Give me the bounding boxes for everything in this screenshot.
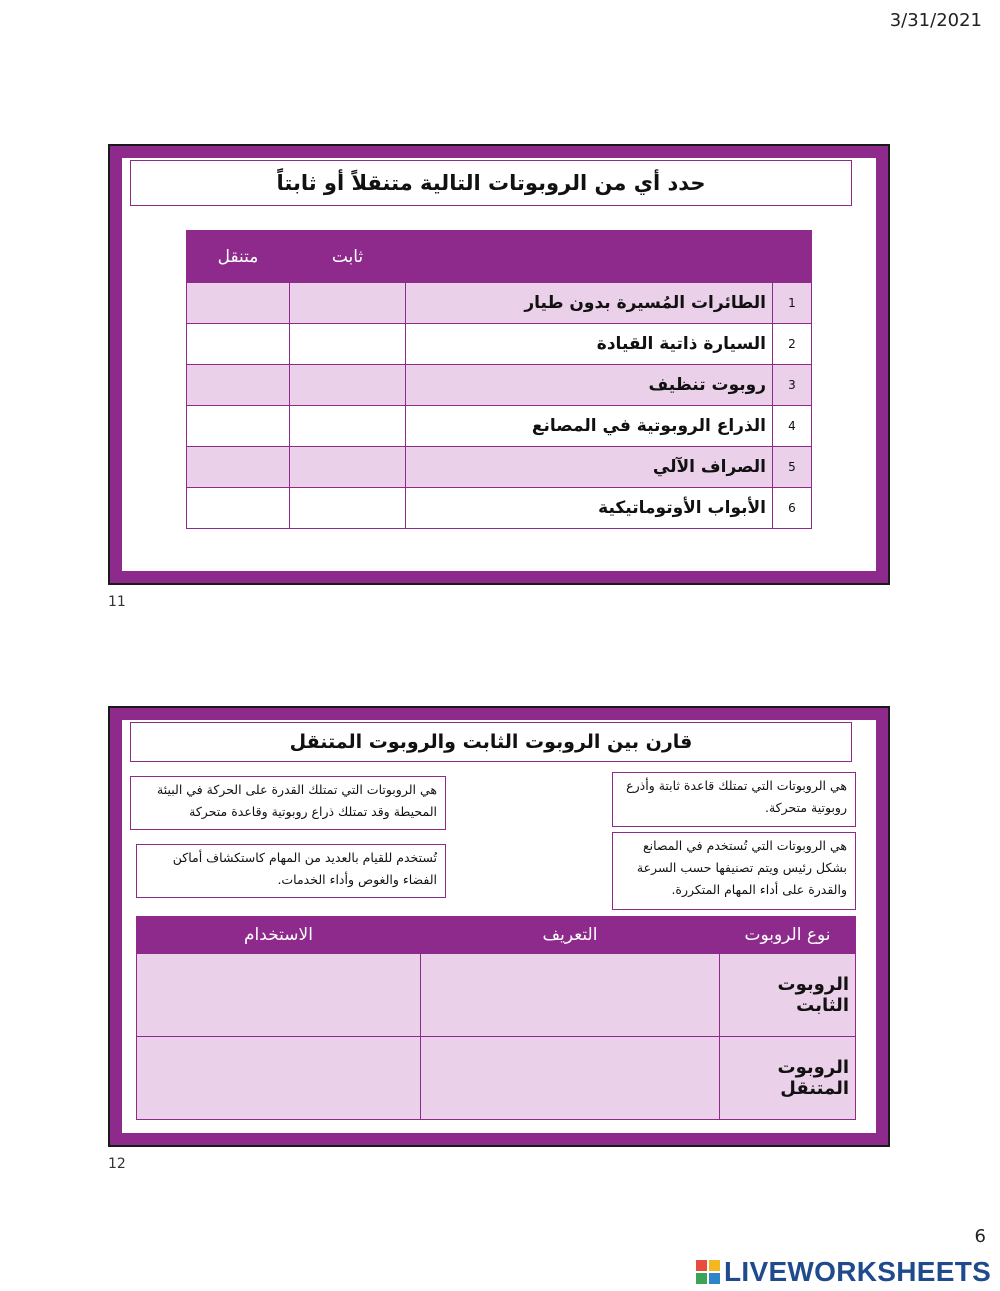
header-definition: التعريف [421, 917, 720, 954]
fixed-answer-cell[interactable] [290, 488, 406, 529]
page-number: 6 [974, 1226, 986, 1247]
header-mobile: متنقل [187, 231, 290, 283]
table-row [187, 324, 812, 365]
use-drop-zone[interactable] [137, 1037, 421, 1120]
classify-table [186, 230, 812, 529]
row-number: 2 [773, 324, 812, 365]
card-fixed-use[interactable]: هي الروبوتات التي تُستخدم في المصانع بشكل رئيس ويتم تصنيفها حسب السرعة والقدرة على أداء المهام المتكررة. [612, 832, 856, 910]
fixed-answer-cell[interactable] [290, 365, 406, 406]
use-drop-zone[interactable] [137, 954, 421, 1037]
slide-content [122, 720, 876, 1133]
row-robot-type: الروبوت الثابت [720, 954, 856, 1037]
header-use: الاستخدام [137, 917, 421, 954]
header-robot-type: نوع الروبوت [720, 917, 856, 954]
liveworksheets-logo [696, 1256, 991, 1288]
slide-number: 12 [108, 1156, 126, 1172]
row-number: 4 [773, 406, 812, 447]
slide-number: 11 [108, 594, 126, 610]
row-robot-type: الروبوت المتنقل [720, 1037, 856, 1120]
mobile-answer-cell[interactable] [187, 365, 290, 406]
row-number: 3 [773, 365, 812, 406]
mobile-answer-cell[interactable] [187, 324, 290, 365]
fixed-answer-cell[interactable] [290, 283, 406, 324]
slide-classify [108, 144, 890, 585]
row-item: الذراع الروبوتية في المصانع [406, 406, 773, 447]
mobile-answer-cell[interactable] [187, 283, 290, 324]
header-item [406, 231, 773, 283]
card-fixed-definition[interactable]: هي الروبوتات التي تمتلك قاعدة ثابتة وأذرع روبوتية متحركة. [612, 772, 856, 827]
fixed-answer-cell[interactable] [290, 447, 406, 488]
card-mobile-use[interactable]: تُستخدم للقيام بالعديد من المهام كاستكشاف أماكن الفضاء والغوص وأداء الخدمات. [136, 844, 446, 898]
header-number [773, 231, 812, 283]
slide-compare [108, 706, 890, 1147]
fixed-answer-cell[interactable] [290, 324, 406, 365]
table-row [187, 406, 812, 447]
mobile-answer-cell[interactable] [187, 406, 290, 447]
slide-title: قارن بين الروبوت الثابت والروبوت المتنقل [130, 722, 852, 762]
mobile-answer-cell[interactable] [187, 488, 290, 529]
compare-table [136, 916, 856, 1120]
slide-title: حدد أي من الروبوتات التالية متنقلاً أو ثابتاً [130, 160, 852, 206]
table-row [187, 365, 812, 406]
header-fixed: ثابت [290, 231, 406, 283]
slide-content [122, 158, 876, 571]
fixed-answer-cell[interactable] [290, 406, 406, 447]
row-number: 5 [773, 447, 812, 488]
row-item: الطائرات المُسيرة بدون طيار [406, 283, 773, 324]
table-row [187, 283, 812, 324]
logo-text: LIVEWORKSHEETS [724, 1256, 992, 1287]
print-date: 3/31/2021 [889, 10, 982, 31]
definition-drop-zone[interactable] [421, 1037, 720, 1120]
table-row [137, 1037, 856, 1120]
row-item: روبوت تنظيف [406, 365, 773, 406]
row-item: الأبواب الأوتوماتيكية [406, 488, 773, 529]
row-item: الصراف الآلي [406, 447, 773, 488]
row-item: السيارة ذاتية القيادة [406, 324, 773, 365]
logo-squares-icon [696, 1260, 720, 1284]
table-row [187, 447, 812, 488]
table-row [187, 488, 812, 529]
mobile-answer-cell[interactable] [187, 447, 290, 488]
table-row [137, 954, 856, 1037]
definition-drop-zone[interactable] [421, 954, 720, 1037]
row-number: 6 [773, 488, 812, 529]
row-number: 1 [773, 283, 812, 324]
card-mobile-definition[interactable]: هي الروبوتات التي تمتلك القدرة على الحركة في البيئة المحيطة وقد تمتلك ذراع روبوتية وقاعدة متحركة [130, 776, 446, 830]
